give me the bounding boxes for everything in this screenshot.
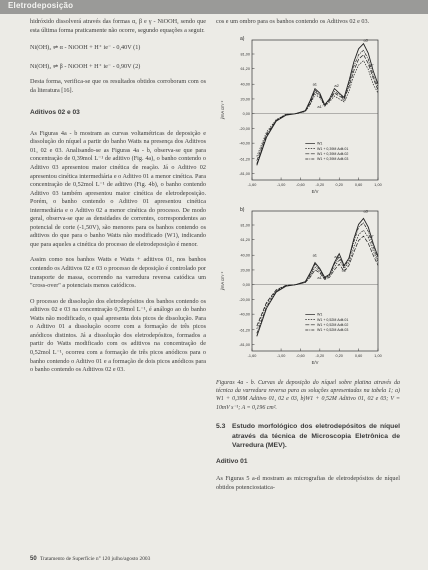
y-tick-label: -20,00 [239, 298, 250, 303]
journal-reference: Tratamento de Superfície n° 120 julho/agosto 2003 [39, 556, 151, 562]
peak-annotation: a1' [317, 274, 323, 280]
peak-annotation: a2' [341, 267, 347, 273]
y-tick-label: 81,00 [240, 52, 250, 57]
y-tick-label: -61,20 [239, 328, 250, 333]
y-tick-label: 40,00 [240, 253, 250, 258]
peak-annotation: a3' [368, 62, 374, 68]
page-number: 50 [30, 556, 37, 562]
y-tick-label: -81,00 [239, 342, 250, 347]
x-tick-label: 1,00 [374, 354, 382, 359]
subsection-heading: Aditivo 01 [216, 458, 248, 466]
y-tick-label: -40,00 [239, 312, 250, 317]
page-footer [30, 556, 150, 562]
equation-1: Ni(OH)₂ ⇌ α - NiOOH + H⁺ ie⁻ - 0,40V (1) [30, 44, 141, 52]
peak-annotation: a3 [363, 208, 368, 214]
y-axis-label: j/mA cm⁻² [220, 100, 225, 119]
legend-entry: W1 + 0,52M Adit.03 [316, 328, 349, 333]
x-tick-label: -0,60 [296, 182, 305, 187]
plot-frame [252, 208, 378, 351]
legend-entry: W1 [316, 141, 323, 146]
x-tick-label: -0,20 [315, 354, 325, 359]
y-tick-label: -40,00 [239, 141, 250, 146]
y-tick-label: 20,00 [240, 96, 250, 101]
x-tick-label: -1,60 [247, 182, 257, 187]
paragraph: Desta forma, verifica-se que os resultados obtidos corroboram com os da literatura [16]. [30, 78, 206, 94]
plot-frame [252, 40, 378, 180]
x-tick-label: 0,20 [335, 354, 343, 359]
y-axis-label: j/mA cm⁻² [220, 271, 225, 291]
x-tick-label: -1,00 [276, 354, 286, 359]
x-tick-label: -0,20 [315, 182, 325, 187]
figure-caption: Figuras 4a - b. Curvas de deposição do níquel sobre platina através da técnica da varredura reversa para as soluções apresentadas na tabela 1; a) W1 + 0,39M Aditivo 01, 02 e 03, b)W1 + 0,52M Aditivo 01, 02 e 03; V = 10mV s⁻¹; A = 0,196 cm². [216, 379, 400, 411]
panel-label: b) [240, 207, 245, 214]
legend-entry: W1 + 0,52M Adit.02 [316, 323, 349, 328]
panel-label: a) [240, 35, 245, 42]
figure-4a-chart [216, 32, 400, 200]
running-title: Eletrodeposição [8, 1, 74, 10]
peak-annotation: a1 [312, 252, 318, 258]
y-tick-label: 40,00 [240, 82, 250, 87]
running-header [0, 0, 428, 14]
figure-4b-chart [216, 203, 400, 371]
x-axis-label: E/V [311, 360, 319, 366]
paragraph: As Figuras 5 a-d mostram as micrografias de eletrodepósitos de níquel obtidos potenciostatica- [216, 475, 400, 491]
paragraph: Assim como nos banhos Watts e Watts + aditivos 01, nos banhos contendo os Aditivos 02 e 03 o processo de deposição é controlado por transporte de massa, ocorrendo na varredura reversa catódica um "cross-over" a potenciais menos catódicos. [30, 256, 206, 290]
y-tick-label: -20,00 [239, 126, 250, 131]
peak-annotation: a3' [368, 233, 374, 239]
section-heading-block [216, 422, 400, 450]
y-tick-label: 61,20 [240, 66, 250, 71]
legend-entry: W1 + 0,39M Adit.03 [316, 156, 349, 161]
section-heading: Aditivos 02 e 03 [30, 109, 80, 117]
legend-entry: W1 + 0,39M Adit.01 [316, 146, 349, 151]
x-tick-label: 0,20 [335, 182, 343, 187]
peak-annotation: a1 [312, 81, 318, 87]
y-tick-label: 81,00 [240, 223, 250, 228]
peak-annotation: a2 [334, 82, 339, 88]
y-tick-label: 0,00 [242, 111, 250, 116]
paragraph: As Figuras 4a - b mostram as curvas voltamétricas de deposição e dissolução do níquel a partir do banho Watts na presença dos Aditivos 01, 02 e 03. Analisando-se as Figuras 4a - b, observa-se que para concentração de 0,39mol L⁻¹ de aditivo (Fig. 4a), o banho contendo o Aditivo 03 apresentou maior cinética de reação. Já o Aditivo 02 apresentou cinética intermediária e o Aditivo 01 a menor cinética. Para concentração de 0,52mol L⁻¹ de aditivo (Fig. 4b), o banho contendo Aditivo 03 também apresentou maior cinética de eletrodeposição. Porém, o banho contendo o Aditivo 01 apresentou cinética intermediária e o Aditivo 02 a menor cinética do processo. De modo geral, observa-se que as densidades de correntes, correspondentes ao potencial de corte (-1,50V), são menores para os banhos contendo os aditivos do que para o banho Watts não modificado (W1), indicando que para aqueles a cinética do processo de eletrodeposição é menor. [30, 129, 206, 248]
y-tick-label: 61,20 [240, 238, 250, 243]
y-tick-label: 20,00 [240, 268, 250, 273]
x-tick-label: -1,00 [276, 182, 286, 187]
peak-annotation: a2' [341, 95, 347, 101]
legend-entry: W1 + 0,39M Adit.02 [316, 151, 349, 156]
x-tick-label: -1,60 [247, 354, 257, 359]
x-tick-label: -0,60 [296, 354, 305, 359]
paragraph: hidróxido dissolverá através das formas α, β e γ - NiOOH, sendo que esta última forma praticamente não ocorre, segundo equações a seguir. [30, 18, 206, 34]
peak-annotation: a3 [363, 37, 368, 43]
section-number: 5.3 [216, 423, 226, 431]
equation-2: Ni(OH)₂ ⇌ β - NiOOH + H⁺ ie⁻ - 0,90V (2) [30, 62, 141, 70]
peak-annotation: a1' [317, 103, 323, 109]
paragraph: cos e um ombro para os banhos contendo os Aditivos 02 e 03. [216, 18, 370, 25]
legend-entry: W1 [316, 312, 323, 317]
legend-entry: W1 + 0,52M Adit.01 [316, 317, 349, 322]
peak-annotation: a2 [334, 254, 339, 260]
y-tick-label: -81,00 [239, 171, 250, 176]
left-column [30, 18, 206, 375]
paragraph: O processo de dissolução dos eletrodepósitos dos banhos contendo os aditivos 02 e 03 na concentração 0,39mol L⁻¹, é análogo ao do banho Watts não modificado, o qual apresenta dois picos de dissolução. Para o Aditivo 01 a dissolução ocorre com a formação de três picos anódicos distintos. Já a dissolução dos eletrodepósitos, formados a partir do Watts modificado com os aditivos na concentração de 0,52mol L⁻¹, ocorreu com a formação de três picos anódicos para o banho contendo o Aditivo 01 e a formação de dois picos anódicos para o banho contendo os Aditivos 02 e 03. [30, 297, 206, 374]
section-title: Estudo morfológico dos eletrodepósitos de níquel através da técnica de Microscopia Eletrônica de Varredura (MEV). [232, 423, 400, 450]
x-axis-label: E/V [311, 188, 319, 194]
y-tick-label: -61,20 [239, 156, 250, 161]
y-tick-label: 0,00 [242, 283, 250, 288]
x-tick-label: 1,00 [374, 182, 382, 187]
x-tick-label: 0,60 [354, 354, 363, 359]
x-tick-label: 0,60 [354, 182, 363, 187]
right-column [216, 18, 400, 492]
